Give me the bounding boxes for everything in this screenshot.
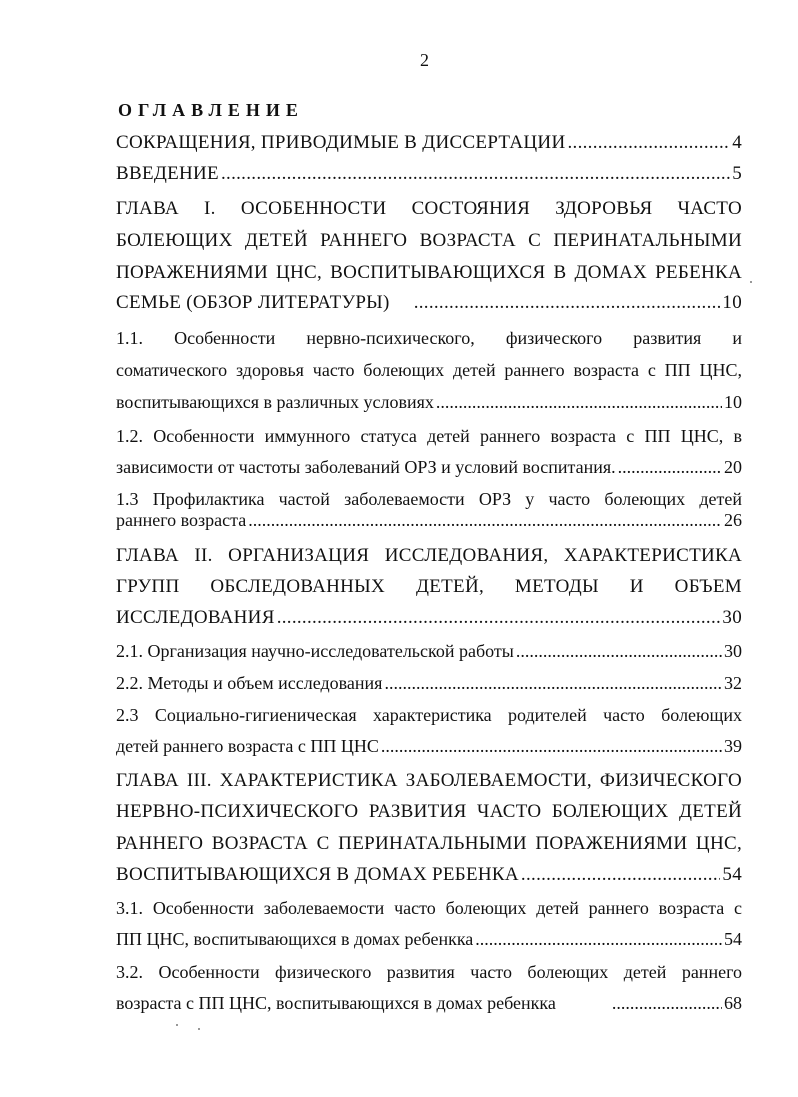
toc-page-number: 39 <box>724 736 742 756</box>
toc-chapter-2-line: ГРУПП ОБСЛЕДОВАННЫХ ДЕТЕЙ, МЕТОДЫ И ОБЪЕМ <box>116 576 742 597</box>
toc-chapter-3-line: РАННЕГО ВОЗРАСТА С ПЕРИНАТАЛЬНЫМИ ПОРАЖЕНИЯМИ ЦНС, <box>116 833 742 854</box>
toc-page-number: 30 <box>724 641 742 661</box>
toc-heading: ОГЛАВЛЕНИЕ <box>118 100 304 120</box>
toc-section-1-1-line: соматического здоровья часто болеющих детей раннего возраста с ПП ЦНС, <box>116 360 742 380</box>
toc-entry-title: возраста с ПП ЦНС, воспитывающихся в домах ребенкка <box>116 993 556 1013</box>
toc-chapter-2-line: ГЛАВА II. ОРГАНИЗАЦИЯ ИССЛЕДОВАНИЯ, ХАРАКТЕРИСТИКА <box>116 545 742 566</box>
scan-speck <box>750 281 752 283</box>
toc-page-number: 26 <box>724 510 742 530</box>
toc-page-number: 10 <box>722 292 742 313</box>
toc-page-number: 68 <box>724 993 742 1013</box>
toc-entry-section-1-3[interactable] <box>116 507 742 533</box>
toc-entry-abbreviations[interactable] <box>116 130 742 156</box>
toc-chapter-3-line: ГЛАВА III. ХАРАКТЕРИСТИКА ЗАБОЛЕВАЕМОСТИ, ФИЗИЧЕСКОГО <box>116 770 742 791</box>
toc-leader-dots <box>381 733 722 759</box>
toc-entry-title: 2.2. Методы и объем исследования <box>116 673 383 693</box>
toc-page-number: 20 <box>724 457 742 477</box>
toc-leader-dots <box>221 161 730 187</box>
toc-leader-dots <box>475 926 722 952</box>
toc-page-number: 5 <box>732 163 742 184</box>
toc-section-2-3-line: 2.3 Социально-гигиеническая характеристика родителей часто болеющих <box>116 705 742 725</box>
toc-page-number: 10 <box>724 392 742 412</box>
toc-section-3-1-line: 3.1. Особенности заболеваемости часто болеющих детей раннего возраста с <box>116 898 742 918</box>
toc-chapter-1-line: ПОРАЖЕНИЯМИ ЦНС, ВОСПИТЫВАЮЩИХСЯ В ДОМАХ РЕБЕНКА <box>116 262 742 283</box>
toc-entry-title: воспитывающихся в различных условиях <box>116 392 434 412</box>
toc-section-1-3-line: 1.3 Профилактика частой заболеваемости ОРЗ у часто болеющих детей <box>116 489 742 509</box>
toc-leader-dots <box>414 290 721 316</box>
toc-section-1-1-line: 1.1. Особенности нервно-психического, физического развития и <box>116 328 742 348</box>
toc-entry-chapter-2[interactable] <box>116 605 742 631</box>
toc-leader-dots <box>248 507 722 533</box>
toc-leader-dots <box>618 454 722 480</box>
toc-leader-dots <box>567 130 730 156</box>
toc-entry-section-2-2[interactable] <box>116 670 742 696</box>
scan-speck <box>176 1024 178 1026</box>
toc-entry-title: ПП ЦНС, воспитывающихся в домах ребенкка <box>116 929 474 949</box>
toc-page-number: 54 <box>722 864 742 885</box>
toc-page-number: 30 <box>722 607 742 628</box>
toc-leader-dots <box>277 605 721 631</box>
toc-entry-title: зависимости от частоты заболеваний ОРЗ и условий воспитания. <box>116 457 616 477</box>
toc-section-3-2-line: 3.2. Особенности физического развития часто болеющих детей раннего <box>116 962 742 982</box>
toc-entry-title: 2.1. Организация научно-исследовательской работы <box>116 641 514 661</box>
toc-entry-section-2-3[interactable] <box>116 733 742 759</box>
toc-chapter-3-line: НЕРВНО-ПСИХИЧЕСКОГО РАЗВИТИЯ ЧАСТО БОЛЕЮЩИХ ДЕТЕЙ <box>116 801 742 822</box>
toc-entry-title: детей раннего возраста с ПП ЦНС <box>116 736 379 756</box>
toc-entry-title: ВВЕДЕНИЕ <box>116 163 219 184</box>
toc-leader-dots <box>521 862 720 888</box>
toc-leader-dots <box>436 389 722 415</box>
toc-page-number: 4 <box>732 132 742 153</box>
toc-leader-dots <box>384 670 722 696</box>
toc-section-1-2-line: 1.2. Особенности иммунного статуса детей раннего возраста с ПП ЦНС, в <box>116 426 742 446</box>
toc-entry-chapter-1[interactable] <box>116 290 742 316</box>
scan-speck <box>198 1028 200 1030</box>
toc-leader-dots <box>612 990 722 1016</box>
toc-entry-section-1-1[interactable] <box>116 389 742 415</box>
toc-chapter-1-line: ГЛАВА I. ОСОБЕННОСТИ СОСТОЯНИЯ ЗДОРОВЬЯ ЧАСТО <box>116 198 742 219</box>
toc-entry-section-1-2[interactable] <box>116 454 742 480</box>
toc-leader-dots <box>516 638 722 664</box>
toc-entry-title: раннего возраста <box>116 510 247 530</box>
toc-entry-chapter-3[interactable] <box>116 862 742 888</box>
toc-entry-title: ВОСПИТЫВАЮЩИХСЯ В ДОМАХ РЕБЕНКА <box>116 864 519 885</box>
toc-entry-section-3-2[interactable] <box>116 990 742 1016</box>
toc-entry-section-3-1[interactable] <box>116 926 742 952</box>
toc-page-number: 54 <box>724 929 742 949</box>
toc-entry-title: ИССЛЕДОВАНИЯ <box>116 607 275 628</box>
toc-entry-introduction[interactable] <box>116 161 742 187</box>
toc-page-number: 32 <box>724 673 742 693</box>
toc-entry-title: СОКРАЩЕНИЯ, ПРИВОДИМЫЕ В ДИССЕРТАЦИИ <box>116 132 566 153</box>
toc-entry-section-2-1[interactable] <box>116 638 742 664</box>
toc-chapter-1-line: БОЛЕЮЩИХ ДЕТЕЙ РАННЕГО ВОЗРАСТА С ПЕРИНАТАЛЬНЫМИ <box>116 230 742 251</box>
toc-entry-title: СЕМЬЕ (ОБЗОР ЛИТЕРАТУРЫ) <box>116 292 390 313</box>
page-number: 2 <box>420 50 429 70</box>
